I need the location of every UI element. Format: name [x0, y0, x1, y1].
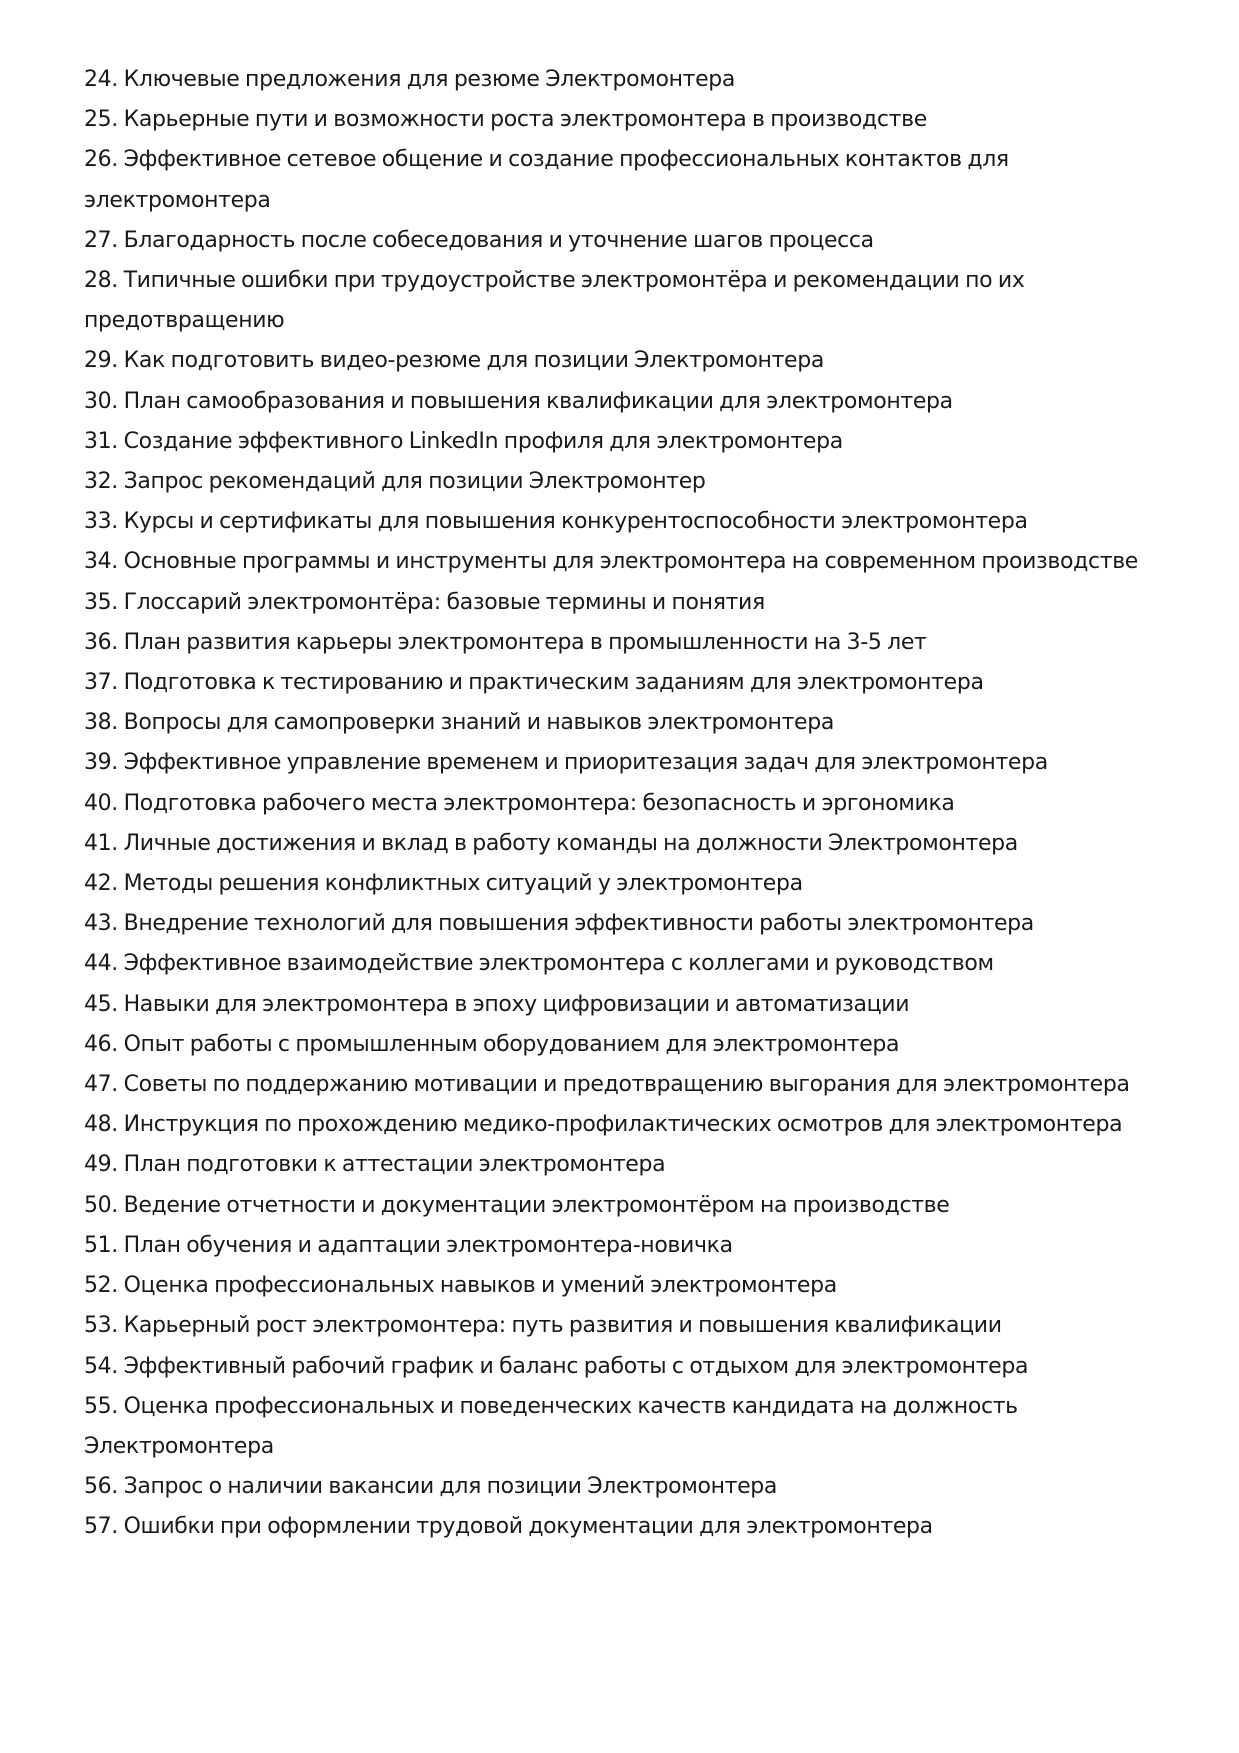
list-item [84, 140, 1184, 220]
item-number: 31. [84, 428, 118, 454]
item-text: Запрос о наличии вакансии для позиции Электромонтера [123, 1474, 778, 1500]
item-number: 45. [84, 991, 118, 1017]
list-item [84, 1145, 1184, 1185]
item-number: 56. [84, 1474, 118, 1500]
item-number: 40. [84, 790, 118, 816]
item-number: 52. [84, 1273, 118, 1299]
list-item [84, 382, 1184, 422]
item-text: Подготовка рабочего места электромонтера: безопасность и эргономика [123, 790, 955, 816]
item-text: Запрос рекомендаций для позиции Электромонтер [123, 469, 706, 495]
item-number: 38. [84, 710, 118, 736]
item-text: Как подготовить видео-резюме для позиции Электромонтера [123, 348, 824, 374]
item-number: 32. [84, 469, 118, 495]
list-item [84, 1467, 1184, 1507]
document-content [84, 60, 1184, 1548]
item-text: Методы решения конфликтных ситуаций у электромонтера [123, 871, 803, 897]
item-number: 55. [84, 1393, 118, 1419]
item-text: Ключевые предложения для резюме Электромонтера [123, 67, 736, 92]
list-item [84, 1105, 1184, 1145]
item-text: Типичные ошибки при трудоустройстве электромонтёра и рекомендации по их предотвращению [84, 268, 1025, 334]
item-text: Инструкция по прохождению медико-профилактических осмотров для электромонтера [123, 1112, 1123, 1138]
list-item [84, 824, 1184, 864]
item-text: Курсы и сертификаты для повышения конкурентоспособности электромонтера [123, 509, 1028, 535]
item-number: 48. [84, 1112, 118, 1138]
list-item [84, 221, 1184, 261]
item-text: Основные программы и инструменты для электромонтера на современном производстве [123, 549, 1138, 575]
item-text: Внедрение технологий для повышения эффективности работы электромонтера [123, 911, 1034, 937]
list-item [84, 743, 1184, 783]
item-number: 25. [84, 107, 118, 133]
list-item [84, 944, 1184, 984]
item-number: 37. [84, 670, 118, 696]
item-number: 50. [84, 1192, 118, 1218]
item-text: Советы по поддержанию мотивации и предотвращению выгорания для электромонтера [123, 1072, 1130, 1098]
item-text: Подготовка к тестированию и практическим заданиям для электромонтера [123, 670, 984, 696]
list-item [84, 1347, 1184, 1387]
item-text: Опыт работы с промышленным оборудованием для электромонтера [123, 1031, 900, 1057]
item-number: 33. [84, 509, 118, 535]
item-number: 36. [84, 629, 118, 655]
item-number: 34. [84, 549, 118, 575]
list-item [84, 60, 1184, 100]
item-number: 26. [84, 147, 118, 173]
item-text: Ведение отчетности и документации электромонтёром на производстве [123, 1192, 950, 1218]
item-text: План обучения и адаптации электромонтера-новичка [123, 1232, 733, 1258]
item-number: 29. [84, 348, 118, 374]
item-text: Оценка профессиональных навыков и умений электромонтера [123, 1273, 837, 1299]
item-text: Эффективный рабочий график и баланс работы с отдыхом для электромонтера [123, 1353, 1029, 1379]
item-number: 54. [84, 1353, 118, 1379]
list-item [84, 904, 1184, 944]
topic-list [84, 60, 1184, 1548]
item-number: 57. [84, 1514, 118, 1540]
list-item [84, 341, 1184, 381]
list-item [84, 261, 1184, 341]
list-item [84, 864, 1184, 904]
item-number: 51. [84, 1232, 118, 1258]
list-item [84, 623, 1184, 663]
item-number: 53. [84, 1313, 118, 1339]
list-item [84, 703, 1184, 743]
item-number: 28. [84, 268, 118, 294]
list-item [84, 1065, 1184, 1105]
item-number: 39. [84, 750, 118, 776]
item-number: 44. [84, 951, 118, 977]
item-number: 43. [84, 911, 118, 937]
item-text: План самообразования и повышения квалификации для электромонтера [123, 388, 953, 414]
item-text: План подготовки к аттестации электромонтера [123, 1152, 666, 1178]
list-item [84, 985, 1184, 1025]
item-text: Карьерные пути и возможности роста электромонтера в производстве [123, 107, 927, 133]
list-item [84, 100, 1184, 140]
item-text: Карьерный рост электромонтера: путь развития и повышения квалификации [123, 1313, 1002, 1339]
item-text: План развития карьеры электромонтера в промышленности на 3-5 лет [123, 629, 927, 655]
list-item [84, 542, 1184, 582]
item-text: Эффективное взаимодействие электромонтера с коллегами и руководством [123, 951, 994, 977]
item-text: Эффективное сетевое общение и создание профессиональных контактов для электромонтера [84, 147, 1009, 213]
item-number: 41. [84, 830, 118, 856]
list-item [84, 462, 1184, 502]
list-item [84, 1387, 1184, 1467]
list-item [84, 1306, 1184, 1346]
item-number: 35. [84, 589, 118, 615]
list-item [84, 1507, 1184, 1547]
list-item [84, 663, 1184, 703]
list-item [84, 502, 1184, 542]
list-item [84, 1025, 1184, 1065]
list-item [84, 422, 1184, 462]
list-item [84, 1266, 1184, 1306]
item-number: 47. [84, 1072, 118, 1098]
item-text: Вопросы для самопроверки знаний и навыков электромонтера [123, 710, 834, 736]
list-item [84, 583, 1184, 623]
item-number: 27. [84, 227, 118, 253]
item-text: Оценка профессиональных и поведенческих качеств кандидата на должность Электромонтера [84, 1393, 1018, 1459]
item-number: 49. [84, 1152, 118, 1178]
list-item [84, 1226, 1184, 1266]
item-number: 46. [84, 1031, 118, 1057]
item-number: 24. [84, 67, 118, 92]
item-text: Эффективное управление временем и приоритезация задач для электромонтера [123, 750, 1048, 776]
list-item [84, 784, 1184, 824]
item-text: Благодарность после собеседования и уточнение шагов процесса [123, 227, 874, 253]
item-text: Глоссарий электромонтёра: базовые термины и понятия [123, 589, 765, 615]
item-text: Ошибки при оформлении трудовой документации для электромонтера [123, 1514, 933, 1540]
item-text: Личные достижения и вклад в работу команды на должности Электромонтера [123, 830, 1018, 856]
item-number: 42. [84, 871, 118, 897]
list-item [84, 1186, 1184, 1226]
item-text: Навыки для электромонтера в эпоху цифровизации и автоматизации [123, 991, 910, 1017]
item-number: 30. [84, 388, 118, 414]
item-text: Создание эффективного LinkedIn профиля для электромонтера [123, 428, 843, 454]
